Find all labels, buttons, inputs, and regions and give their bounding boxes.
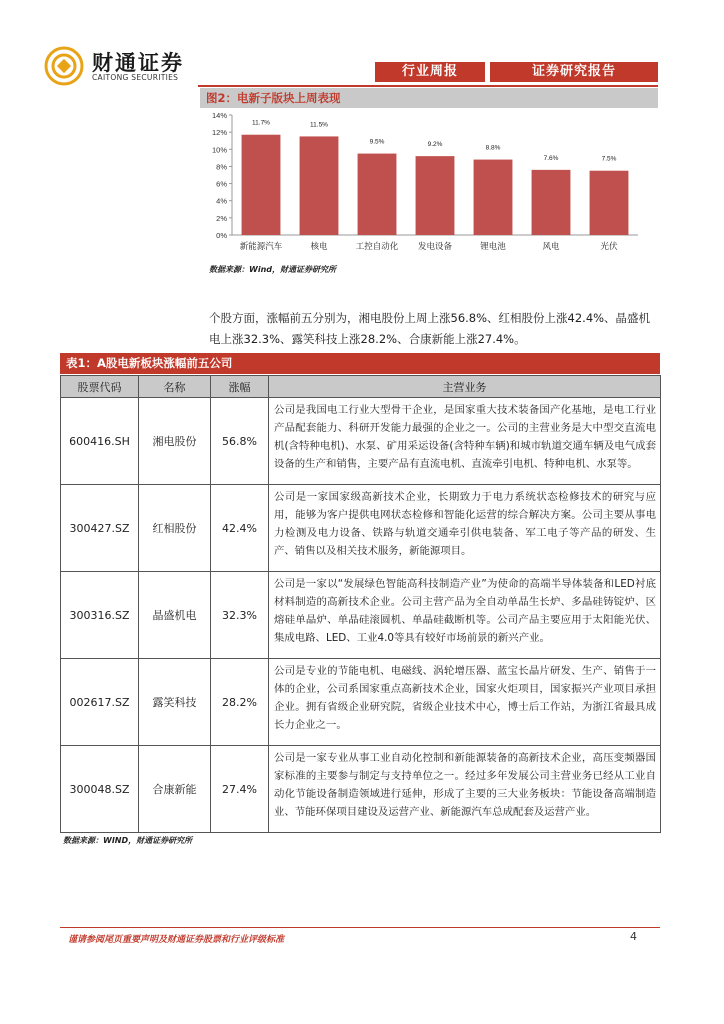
table-source: 数据来源：WIND，财通证券研究所 [63,836,193,845]
bar [590,171,629,235]
stock-code: 300427.SZ [61,485,139,572]
stock-business: 公司是一家专业从事工业自动化控制和新能源装备的高新技术企业，高压变频器国家标准的主要参与制定与支持单位之一。经过多年发展公司主营业务已经从工业自动化节能设备制造领域进行延伸，形成了主要的三大业务板块：节能设备高端制造业、节能环保项目建设及运营产业、新能源汽车总成配套及运营产业。 [269,746,661,833]
table-row [61,659,661,746]
stock-name: 晶盛机电 [139,572,211,659]
bar-data-label: 11.7% [252,119,270,127]
figure-title: 图2：电新子版块上周表现 [200,88,658,108]
y-tick-label: 14% [211,111,227,120]
body-paragraph: 个股方面，涨幅前五分别为，湘电股份上周上涨56.8%、红相股份上涨42.4%、晶盛机电上涨32.3%、露笑科技上涨28.2%、合康新能上涨27.4%。 [209,311,651,346]
stock-change: 42.4% [211,485,269,572]
bar-data-label: 11.5% [310,121,328,129]
stock-business: 公司是专业的节能电机、电磁线、涡轮增压器、蓝宝长晶片研发、生产、销售于一体的企业，公司系国家重点高新技术企业，国家火炬项目，国家振兴产业项目承担企业。拥有省级企业研究院，省级企业技术中心，博士后工作站，为浙江省最具成长力企业之一。 [269,659,661,746]
table-row [61,572,661,659]
bar-data-label: 7.5% [601,155,617,163]
top-five-table [60,375,661,833]
bar-chart [200,108,658,260]
figure-source: 数据来源：Wind，财通证券研究所 [209,265,336,274]
header-code: 股票代码 [61,376,139,398]
y-tick-label: 8% [216,162,227,172]
stock-code: 300316.SZ [61,572,139,659]
x-category-label: 新能源汽车 [239,242,283,252]
x-category-label: 光伏 [600,242,618,252]
stock-change: 27.4% [211,746,269,833]
x-category-label: 风电 [542,242,560,252]
x-category-label: 核电 [310,242,328,252]
bar [300,136,339,235]
company-name-en: CAITONG SECURITIES [92,73,179,82]
stock-business: 公司是我国电工行业大型骨干企业，是国家重大技术装备国产化基地，是电工行业产品配套能力、科研开发能力最强的企业之一。公司的主营业务是大中型交直流电机(含特种电机)、水泵、矿用采运设备(含特种车辆)和城市轨道交通车辆及电气成套设备的生产和销售，主要产品有直流电机、直流牵引电机、特种电机、水泵等。 [269,398,661,485]
y-tick-label: 2% [216,213,227,223]
stock-code: 600416.SH [61,398,139,485]
stock-name: 露笑科技 [139,659,211,746]
table-row [61,398,661,485]
bar [416,156,455,235]
stock-change: 32.3% [211,572,269,659]
y-tick-label: 4% [216,196,227,206]
footer-disclaimer: 谨请参阅尾页重要声明及财通证券股票和行业评级标准 [68,935,285,945]
header-change: 涨幅 [211,376,269,398]
stock-business: 公司是一家以“发展绿色智能高科技制造产业”为使命的高端半导体装备和LED衬底材料制造的高新技术企业。公司主营产品为全自动单晶生长炉、多晶硅铸锭炉、区熔硅单晶炉、单晶硅滚圆机、单晶硅截断机等。公司产品主要应用于太阳能光伏、集成电路、LED、工业4.0等具有较好市场前景的新兴产业。 [269,572,661,659]
x-category-label: 锂电池 [480,242,506,252]
y-tick-label: 6% [216,179,227,189]
stock-name: 湘电股份 [139,398,211,485]
header-tag-weekly: 行业周报 [375,62,485,82]
company-logo-icon [44,46,84,86]
stock-code: 300048.SZ [61,746,139,833]
stock-change: 56.8% [211,398,269,485]
header-name: 名称 [139,376,211,398]
footer-divider [60,927,660,928]
stock-change: 28.2% [211,659,269,746]
page-number: 4 [630,930,637,943]
table-row [61,485,661,572]
table-title: 表1：A股电新板块涨幅前五公司 [60,353,660,374]
y-tick-label: 0% [216,231,227,240]
bar [242,135,281,235]
table-header-row [61,376,661,398]
table-row [61,746,661,833]
company-name-cn: 财通证券 [92,51,184,75]
stock-code: 002617.SZ [61,659,139,746]
stock-name: 红相股份 [139,485,211,572]
bar-data-label: 7.6% [543,154,559,162]
bar-data-label: 9.5% [369,138,385,146]
y-tick-label: 10% [211,145,227,155]
stock-business: 公司是一家国家级高新技术企业，长期致力于电力系统状态检修技术的研究与应用，能够为客户提供电网状态检修和智能化运营的综合解决方案。公司主要从事电力检测及电力设备、铁路与轨道交通牵引供电装备、军工电子等产品的研发、生产、销售以及相关技术服务，新能源项目。 [269,485,661,572]
stock-name: 合康新能 [139,746,211,833]
bar [474,160,513,235]
bar [532,170,571,235]
header-divider [198,85,658,87]
header-tag-report: 证券研究报告 [490,62,658,82]
bar-data-label: 9.2% [427,141,443,149]
bar-data-label: 8.8% [485,144,501,152]
x-category-label: 工控自动化 [355,242,399,252]
header-business: 主营业务 [269,376,661,398]
bar [358,154,397,235]
x-category-label: 发电设备 [417,242,453,252]
y-tick-label: 12% [211,128,227,138]
